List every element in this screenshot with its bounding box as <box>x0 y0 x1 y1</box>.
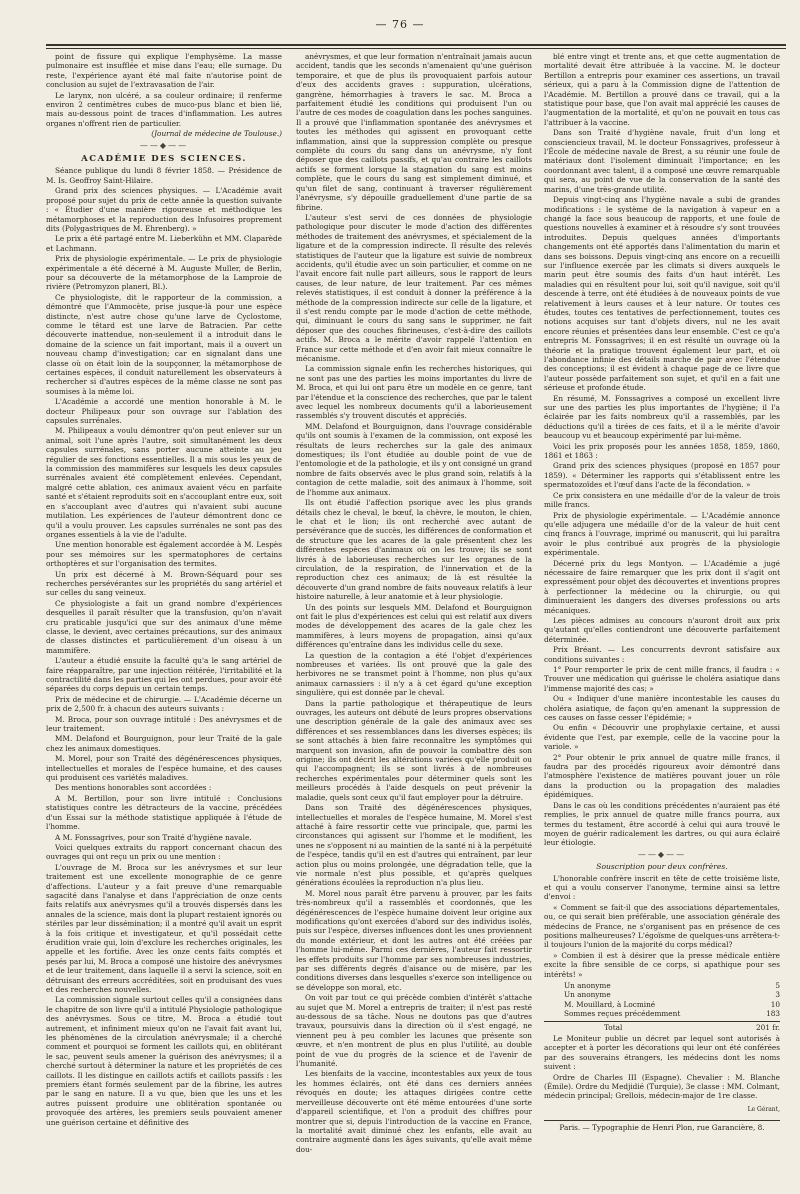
paragraph: blé entre vingt et trente ans, et que cette augmentation de mortalité devait être attribuée à la vaccine. M. le docteur Bertillon a entrepris pour examiner ces assertions, un travail sérieux, qui a paru à la Commission digne de l'attention de l'Académie. M. Bertillon a prouvé dans ce travail, qui a la statistique pour base, que l'on avait mal apprécié les causes de l'augmentation de la mortalité, et qu'on ne pouvait en tous cas l'attribuer à la vaccine. <box>544 52 780 127</box>
paragraph: Ce physiologiste, dit le rapporteur de la commission, a démontré que l'Ammocète, prise jusque-là pour une espèce distincte, n'est autre chose qu'une larve de Cyclostome, comme le têtard est une larve de Batracien. Par cette découverte inattendue, non-seulement il a introduit dans le domaine de la science un fait important, mais il a ouvert un nouveau champ d'investigation; car en signalant dans une classe où on était loin de la soupçonner, la métamorphose de certaines espèces, il conduit naturellement les observateurs à rechercher si d'autres espèces de la même classe ne sont pas soumises à la même loi. <box>46 292 282 396</box>
paragraph: 1° Pour remporter le prix de cent mille francs, il faudra : « Trouver une médication qui guérisse le choléra asiatique dans l'immense majorité des cas; » <box>544 665 780 693</box>
source-citation: (Journal de médecine de Toulouse.) <box>151 129 282 139</box>
total-label: Total <box>604 1022 623 1032</box>
paragraph: Prix Bréant. — Les concurrents devront satisfaire aux conditions suivantes : <box>544 645 780 664</box>
subscription-title: Souscription pour deux confrères. <box>596 862 728 872</box>
paragraph: M. Philipeaux a voulu démontrer qu'on peut enlever sur un animal, soit l'une après l'autre, soit simultanément les deux capsules surrénales, sans porter aucune atteinte au jeu régulier de ses fonctions essentielles. Il a mis sous les yeux de la commission des mammifères sur lesquels les deux capsules surrénales avaient été complètement enlevées. Cependant, malgré cette ablation, ces animaux avaient vécu en parfaite santé et s'étaient reproduits soit en s'accouplant entre eux, soit en s'accouplant avec d'autres qui n'avaient subi aucune mutilation. Les expériences de l'auteur démontrent donc ce qu'il a voulu prouver. Les capsules surrénales ne sont pas des organes essentiels à la vie de l'adulte. <box>46 426 282 539</box>
paragraph: Ce prix consistera en une médaille d'or de la valeur de trois mille francs. <box>544 490 780 510</box>
paragraph: MM. Delafond et Bourguignon, dans l'ouvrage considérable qu'ils ont soumis à l'examen de la commission, ont exposé les résultats de leurs recherches sur la gale des animaux domestiques; ils l'ont étudiée au double point de vue de l'entomologie et de la pathologie, et ils y ont consigné un grand nombre de faits observés avec le plus grand soin, relatifs à la contagion de cette maladie, soit des animaux à l'homme, soit de l'homme aux animaux. <box>296 421 532 497</box>
paragraph: Dans la partie pathologique et thérapeutique de leurs ouvrages, les auteurs ont débuté de leurs propres observations une description générale de la gale des animaux avec ses différences et ses ressemblances dans les diverses espèces; ils se sont attachés à bien faire reconnaître les symptômes qui marquent son invasion, afin de pouvoir la combattre dès son origine; ils ont décrit les altérations variées qu'elle produit ou qui l'accompagnent; ils se sont livrés à de nombreuses recherches expérimentales pour déterminer quels sont les meilleurs procédés à l'aide desquels on peut prévenir la maladie, quels sont ceux qu'il faut employer pour la détruire. <box>296 698 532 802</box>
paragraph: Les bienfaits de la vaccine, incontestables aux yeux de tous les hommes éclairés, ont été dans ces derniers années révoqués en doute; les attaques dirigées contre cette merveilleuse découverte ont été même entourées d'une sorte d'appareil scientifique, et l'on a produit des chiffres pour montrer que si, depuis l'introduction de la vaccine en France, la mortalité avait diminué chez les enfants, elle avait au contraire augmenté dans les âges suivants, qu'elle avait même dou- <box>296 1069 532 1154</box>
paragraph: M. Morel, pour son Traité des dégénérescences physiques, intellectuelles et morales de l'espèce humaine, et des causes qui produisent ces variétés maladives. <box>46 754 282 783</box>
imprint: Paris. — Typographie de Henri Plon, rue Garancière, 8. <box>559 1123 765 1133</box>
paragraph: Ils ont étudié l'affection psorique avec les plus grands détails chez le cheval, le bœuf, la chèvre, le mouton, le chien, le chat et le lion; ils ont recherché avec autant de persévérance que de succès, les différences de conformation et de structure que les acares de la gale présentent chez les différentes espèces d'animaux où on les trouve; ils se sont livrés à de laborieuses recherches sur les organes de la circulation, de la respiration, de l'innervation et de la reproduction chez ces animaux; de là est résultée la découverte d'un grand nombre de faits nouveaux relatifs à leur histoire naturelle, à leur anatomie et à leur physiologie. <box>296 498 532 602</box>
paragraph: Les pièces admises au concours n'auront droit aux prix qu'autant qu'elles contiendront une découverte parfaitement déterminée. <box>544 615 780 644</box>
donor-name: Un anonyme <box>564 981 611 990</box>
paragraph: « Comment se fait-il que des associations départementales, ou, ce qui serait bien préférable, une association générale des médecins de France, ne s'organisent pas en présence de ces positions malheureuses? L'égoïsme de quelques-uns arrêtera-t-il toujours l'union de la majorité du corps médical? <box>544 902 780 950</box>
donation-amount: 5 <box>775 981 780 990</box>
donation-row <box>544 990 780 999</box>
paragraph: Dans le cas où les conditions précédentes n'auraient pas été remplies, le prix annuel de quatre mille francs pourra, aux termes du testament, être accordé à celui qui aura trouvé le moyen de guérir radicalement les dartres, ou qui aura éclairé leur étiologie. <box>544 800 780 848</box>
paragraph: En résumé, M. Fonssagrives a composé un excellent livre sur une des parties les plus importantes de l'hygiène; il l'a éclairée par les faits nombreux qu'il a rassemblés, par les déductions qu'il a tirées de ces faits, et il a le mérite d'avoir beaucoup vu et beaucoup expérimenté par lui-même. <box>544 393 780 441</box>
paragraph: Grand prix des sciences physiques (proposé en 1857 pour 1859). « Déterminer les rapports qui s'établissent entre les spermatozoïdes et l'œuf dans l'acte de la fécondation. » <box>544 461 780 490</box>
paragraph: Un des points sur lesquels MM. Delafond et Bourguignon ont fait le plus d'expériences est celui qui est relatif aux divers modes de développement des acares de la gale chez les mammifères, à leurs moyens de propagation, ainsi qu'aux différences qu'entraîne dans les individus celle du sexe. <box>296 602 532 650</box>
paragraph: Voici quelques extraits du rapport concernant chacun des ouvrages qui ont reçu un prix ou une mention : <box>46 842 282 862</box>
donation-row <box>544 1009 780 1018</box>
page-number: — 76 — <box>375 18 425 31</box>
paragraph: Un prix est décerné à M. Brown-Séquard pour ses recherches persévérantes sur les propriétés du sang artériel et sur celles du sang veineux. <box>46 569 282 598</box>
gerant-label: Le Gérant, <box>747 1105 780 1113</box>
paragraph: point de fissure qui explique l'emphysème. La masse pulmonaire est insufflée et mise dans l'eau; elle surnage. Du reste, l'expérience ayant été mal faite n'autorise point de conclusion au sujet de l'extravasation de l'air. <box>46 52 282 90</box>
paragraph: La question de la contagion a été l'objet d'expériences nombreuses et variées. Ils ont prouvé que la gale des herbivores ne se transmet point à l'homme, non plus qu'aux animaux carnassiers : il n'y a à cet égard qu'une exception singulière, qui est donnée par le cheval. <box>296 650 532 698</box>
donation-list <box>544 981 780 1032</box>
paragraph: L'honorable confrère inscrit en tête de cette troisième liste, et qui a voulu conserver l'anonyme, termine ainsi sa lettre d'envoi : <box>544 873 780 902</box>
paragraph: Décerné prix du legs Montyon. — L'Académie a jugé nécessaire de faire remarquer que les prix dont il s'agit ont expressément pour objet des découvertes et inventions propres à perfectionner la médecine ou la chirurgie, ou qui diminueraient les dangers des diverses professions ou arts mécaniques. <box>544 558 780 615</box>
donor-name: Sommes reçues précédemment <box>564 1009 681 1019</box>
footer-rule <box>544 1120 780 1121</box>
donation-amount: 183 <box>766 1009 780 1019</box>
ornament-divider: ——◆—— <box>637 849 687 859</box>
paragraph: Ou « Indiquer d'une manière incontestable les causes du choléra asiatique, de façon qu'en amenant la suppression de ces causes on fasse cesser l'épidémie; » <box>544 694 780 723</box>
donation-amount: 10 <box>770 999 780 1009</box>
paragraph: Depuis vingt-cinq ans l'hygiène navale a subi de grandes modifications : le système de la navigation à vapeur en a changé la face sous beaucoup de rapports, et une foule de questions nouvelles à examiner et à résoudre s'y sont trouvées introduites. Depuis quelques années d'importants changements ont été apportés dans l'alimentation du marin et dans ses boissons. Depuis vingt-cinq ans encore on a recueilli sur l'influence exercée par les climats si divers auxquels le marin peut être soumis des faits d'un haut intérêt. Les maladies qui en résultent pour lui, soit qu'il navigue, soit qu'il descende à terre, ont été étudiées à de nouveaux points de vue relativement à leurs causes et à leur nature. Or toutes ces études, toutes ces tentatives de perfectionnement, toutes ces notions acquises sur tant d'objets divers, nul ne les avait encore réunies et présentées dans leur ensemble. C'est ce qu'a entrepris M. Fonssagrives; il en est résulté un ouvrage où la théorie et la pratique trouvent également leur part, et où l'abondance infinie des détails marche de pair avec l'étendue des conceptions; il est évident à chaque page de ce livre que l'auteur possède parfaitement son sujet, et qu'il en a fait une sérieuse et profonde étude. <box>544 195 780 393</box>
column-3-body <box>544 52 780 848</box>
paragraph: M. Morel nous paraît être parvenu à prouver, par les faits très-nombreux qu'il a rassemblés et coordonnés, que les dégénérescences de l'espèce humaine doivent leur origine aux modifications qu'ont exercées d'abord sur des individus isolés, puis sur l'espèce, diverses influences dont les unes proviennent du monde extérieur, et dont les autres ont été créées par l'homme lui-même. Parmi ces dernières, l'auteur fait ressortir les effets produits sur l'homme par ses nombreuses industries, par ses différents degrés d'aisance ou de misère, par les conditions diverses dans lesquelles s'exerce son intelligence ou se développe son moral, etc. <box>296 888 532 992</box>
paragraph: Dans son Traité des dégénérescences physiques, intellectuelles et morales de l'espèce humaine, M. Morel s'est attaché à faire ressortir cette vue principale, que, parmi les circonstances qui agissent sur l'homme et le modifient, les unes ne s'opposent ni au maintien de la santé ni à la perpétuité de l'espèce, tandis qu'il en est d'autres qui entraînent, par leur action plus ou moins prolongée, une dégradation telle, que la vie normale n'est plus possible, et qu'après quelques générations écoulées la reproduction n'a plus lieu. <box>296 803 532 888</box>
paragraph: Ordre de Charles III (Espagne). Chevalier : M. Blanche (Émile). Ordre du Medjidié (Turquie), 3e classe : MM. Colmant, médecin principal; Grellois, médecin-major de 1re classe. <box>544 1072 780 1101</box>
donation-total <box>544 1021 780 1032</box>
total-amount: 201 fr. <box>756 1022 780 1032</box>
paragraph: anévrysmes, et que leur formation n'entraînait jamais aucun accident, tandis que les seconds n'amenaient qu'une guérison temporaire, et que de plus ils provoquaient parfois autour d'eux des accidents graves : suppuration, ulcérations, gangrène, hémorrhagies à travers le sac. M. Broca a parfaitement étudié les conditions qui produisent l'un ou l'autre de ces modes de coagulation dans les poches sanguines. Il a prouvé que l'inflammation spontanée des anévrysmes et toutes les méthodes qui agissent en provoquant cette inflammation, ainsi que la suppression complète ou presque complète du cours du sang dans un anévrysme, n'y font déposer que des caillots passifs, et qu'au contraire les caillots actifs se forment lorsque la stagnation du sang est moins complète, que le cours du sang est simplement diminué, et qu'un filet de sang, continuant à traverser régulièrement l'anévrysme, s'y dépouille graduellement d'une partie de sa fibrine. <box>296 52 532 212</box>
paragraph: Le prix a été partagé entre M. Lieberkühn et MM. Claparède et Lachmann. <box>46 234 282 253</box>
paragraph: A M. Fonssagrives, pour son Traité d'hygiène navale. <box>55 832 252 842</box>
paragraph: » Combien il est à désirer que la presse médicale entière excite la fibre sensible de ce corps, si apathique pour ses intérêts! » <box>544 950 780 979</box>
ornament-divider: ——◆—— <box>139 140 189 150</box>
paragraph: Prix de physiologie expérimentale. — L'Académie annonce qu'elle adjugera une médaille d'or de la valeur de huit cent cinq francs à l'ouvrage, imprimé ou manuscrit, qui lui paraîtra avoir le plus contribué aux progrès de la physiologie expérimentale. <box>544 510 780 558</box>
paragraph: 2° Pour obtenir le prix annuel de quatre mille francs, il faudra par des procédés rigoureux avoir démontré dans l'atmosphère l'existence de matières pouvant jouer un rôle dans la production ou la propagation des maladies épidémiques. <box>544 752 780 800</box>
paragraph: Des mentions honorables sont accordées : <box>55 783 212 793</box>
paragraph: Prix de physiologie expérimentale. — Le prix de physiologie expérimentale a été décerné à M. Auguste Muller, de Berlin, pour sa découverte de la métamorphose de la Lamproie de rivière (Petromyzon planeri, Bl.). <box>46 254 282 292</box>
donation-row <box>544 1000 780 1009</box>
donor-name: Un anonyme <box>564 990 611 1000</box>
column-3 <box>544 52 780 1180</box>
paragraph: Séance publique du lundi 8 février 1858. — Présidence de M. Is. Geoffroy Saint-Hilaire. <box>46 166 282 185</box>
paragraph: Prix de médecine et de chirurgie. — L'Académie décerne un prix de 2,500 fr. à chacun des auteurs suivants : <box>46 694 282 714</box>
paragraph: Dans son Traité d'hygiène navale, fruit d'un long et consciencieux travail, M. le docteur Fonssagrives, professeur à l'École de médecine navale de Brest, a su réunir une foule de matériaux dont l'isolement diminuait l'importance; en les coordonnant avec talent, il a composé une œuvre remarquable qui sera, au point de vue de la conservation de la santé des marins, d'une très-grande utilité. <box>544 128 780 194</box>
paragraph: Ce physiologiste a fait un grand nombre d'expériences desquelles il paraît résulter que la transfusion, qu'on n'avait cru praticable jusqu'ici que sur des animaux d'une même classe, le devient, avec certaines précautions, sur des animaux de classes distinctes et particulièrement d'un oiseau à un mammifère. <box>46 598 282 655</box>
section-title: ACADÉMIE DES SCIENCES. <box>81 154 247 165</box>
paragraph: La commission signale enfin les recherches historiques, qui ne sont pas une des parties les moins importantes du livre de M. Broca, et qui lui ont paru être un modèle en ce genre, tant par l'étendue et la conscience des recherches, que par le talent avec lequel les nombreux documents qu'il a laborieusement rassemblés s'y trouvent discutés et appréciés. <box>296 364 532 421</box>
paragraph: Une mention honorable est également accordée à M. Lespès pour ses mémoires sur les spermatophores de certains orthoptères et sur l'organisation des termites. <box>46 540 282 569</box>
donor-name: M. Mouillard, à Locminé <box>564 999 656 1009</box>
subscription-body <box>544 874 780 979</box>
column-2 <box>296 52 532 1180</box>
paragraph: M. Broca, pour son ouvrage intitulé : Des anévrysmes et de leur traitement. <box>46 714 282 734</box>
paragraph: L'ouvrage de M. Broca sur les anévrysmes et sur leur traitement est une excellente monographie de ce genre d'affections. L'auteur y a fait preuve d'une remarquable sagacité dans l'analyse et dans l'appréciation de onze cents faits relatifs aux anévrysmes qu'il a trouvés dispersés dans les annales de la science, mais dont la plupart restaient ignorés ou stériles par leur dissémination; il a montré qu'il avait un esprit à la fois critique et investigateur, et qu'il possédait cette érudition vraie qui, loin d'exclure les recherches originales, les appelle et les fortifie. Avec les onze cents faits comptés et pesés par lui, M. Broca a composé une histoire des anévrysmes et de leur traitement, dans laquelle il a servi la science, soit en détruisant des erreurs accréditées, soit en produisant des vues et des recherches nouvelles. <box>46 862 282 994</box>
donation-row <box>544 981 780 990</box>
paragraph: Voici les prix proposés pour les années 1858, 1859, 1860, 1861 et 1863 : <box>544 441 780 461</box>
paragraph: Ou enfin « Découvrir une prophylaxie certaine, et aussi évidente que l'est, par exemple, celle de la vaccine pour la variole. » <box>544 723 780 752</box>
column-2-body <box>296 52 532 1154</box>
donation-amount: 3 <box>775 990 780 1000</box>
paragraph: L'auteur a étudié ensuite la faculté qu'a le sang artériel de faire réapparaître, par une injection réitérée, l'irritabilité et la contractilité dans les parties qui les ont perdues, pour avoir été séparées du corps depuis un certain temps. <box>46 656 282 694</box>
paragraph: A M. Bertillon, pour son livre intitulé : Conclusions statistiques contre les détracteurs de la vaccine, précédées d'un Essai sur la méthode statistique appliquée à l'étude de l'homme. <box>46 793 282 832</box>
paragraph: On voit par tout ce qui précède combien d'intérêt s'attache au sujet que M. Morel a entrepris de traiter; il n'est pas resté au-dessous de sa tâche. Nous ne doutons pas que d'autres travaux, poursuivis dans la direction où il s'est engagé, ne viennent peu à peu combler les lacunes que présente son œuvre, et n'en montrent de plus en plus l'utilité, au double point de vue du progrès de la science et de l'avenir de l'humanité. <box>296 993 532 1069</box>
paragraph: Le larynx, non ulcéré, a sa couleur ordinaire; il renferme environ 2 centimètres cubes de muco-pus blanc et bien lié, mais au-dessous point de traces d'inflammation. Les autres organes n'offrent rien de particulier. <box>46 90 282 128</box>
header-rule <box>46 44 786 49</box>
paragraph: La commission signale surtout celles qu'il a consignées dans le chapitre de son livre qu'il a intitulé Physiologie pathologique des anévrysmes. Sous ce titre, M. Broca a étudié tout autrement, et infiniment mieux qu'on ne l'avait fait avant lui, les phénomènes de la circulation anévrysmale; il a cherché comment et pourquoi se forment les caillots qui, en oblitérant le sac, peuvent seuls amener la guérison des anévrysmes; il a cherché surtout à déterminer la nature et les propriétés de ces caillots. Il les distingue en caillots actifs et caillots passifs : les premiers étant formés seulement par de la fibrine, les autres par le sang en nature. Il a vu que, bien que les uns et les autres puissent produire une oblitération spontanée ou provoquée des artères, les premiers seuls pouvaient amener une guérison certaine et définitive des <box>46 995 282 1127</box>
column-1 <box>46 52 282 1180</box>
paragraph: MM. Delafond et Bourguignon, pour leur Traité de la gale chez les animaux domestiques. <box>46 734 282 753</box>
decorations-body <box>544 1034 780 1101</box>
paragraph: L'auteur s'est servi de ces données de physiologie pathologique pour discuter le mode d'action des différentes méthodes de traitement des anévrysmes, et spécialement de la ligature et de la compression indirecte. Il résulte des relevés statistiques de l'auteur que la ligature est suivie de nombreux accidents, qu'il étudie avec un soin particulier, et comme on ne l'avait encore fait nulle part ailleurs, sous le rapport de leurs causes, de leur nature, de leur traitement. Par ces mêmes relevés statistiques, il est conduit à donner la préférence à la méthode de la compression indirecte sur celle de la ligature, et il s'est rendu compte par le mode d'action de cette méthode, qui, diminuant le cours du sang sans le supprimer, ne fait déposer que des couches fibrineuses, c'est-à-dire des caillots actifs. M. Broca a le mérite d'avoir rappelé l'attention en France sur cette méthode et d'en avoir fait mieux connaître le mécanisme. <box>296 212 532 363</box>
paragraph: Grand prix des sciences physiques. — L'Académie avait proposé pour sujet du prix de cette année la question suivante : « Étudier d'une manière rigoureuse et méthodique les métamorphoses et la reproduction des Infusoires proprement dits (Polygastriques de M. Ehrenberg). » <box>46 186 282 233</box>
paragraph: Le Moniteur publie un décret par lequel sont autorisés à accepter et à porter les décorations qui leur ont été conférées par des souverains étrangers, les médecins dont les noms suivent : <box>544 1034 780 1072</box>
paragraph: L'Académie a accordé une mention honorable à M. le docteur Philipeaux pour son ouvrage sur l'ablation des capsules surrénales. <box>46 397 282 426</box>
academie-body <box>46 166 282 1127</box>
